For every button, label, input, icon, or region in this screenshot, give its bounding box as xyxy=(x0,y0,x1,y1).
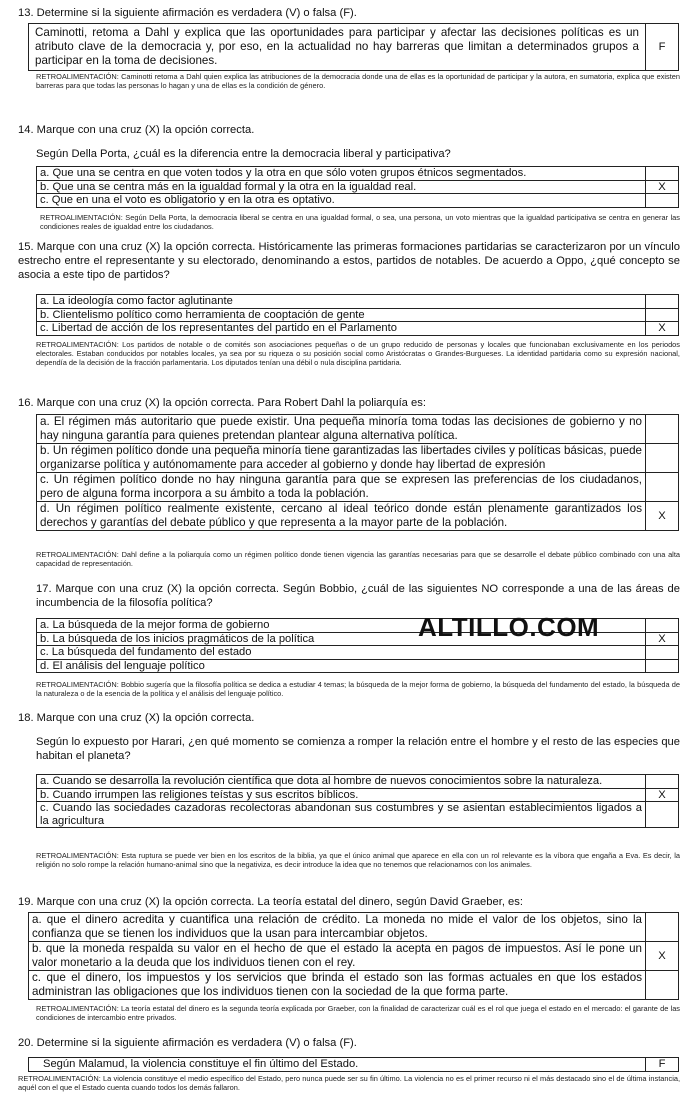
option-text: c. Un régimen político donde no hay ninguna garantía para que se expresen las preferencias de los ciudadanos, pero de alguna forma incorpora a su ámbito a toda la población. xyxy=(37,473,646,502)
answer-mark[interactable] xyxy=(646,971,679,1000)
option-row[interactable] xyxy=(29,942,679,971)
option-row[interactable] xyxy=(37,322,679,336)
option-row[interactable] xyxy=(37,194,679,208)
answer-mark[interactable]: X xyxy=(646,942,679,971)
option-row[interactable] xyxy=(37,308,679,322)
option-row[interactable] xyxy=(37,180,679,194)
answer-mark[interactable] xyxy=(646,913,679,942)
option-text: a. El régimen más autoritario que puede existir. Una pequeña minoría toma todas las decisiones de gobierno y no hay ninguna garantía para quienes pretendan plantear alguna alternativa política. xyxy=(37,415,646,444)
options-table xyxy=(28,1057,679,1072)
answer-mark[interactable] xyxy=(646,659,679,673)
feedback-text: RETROALIMENTACIÓN: Según Della Porta, la democracia liberal se centra en una igualdad formal, o sea, una persona, un voto mientras que la igualdad participativa se centra en generar las condiciones reales de igualdad entre los ciudadanos. xyxy=(40,213,680,231)
question-title: 13. Determine si la siguiente afirmación es verdadera (V) o falsa (F). xyxy=(18,7,357,19)
option-text: b. Cuando irrumpen las religiones teístas y sus escritos bíblicos. xyxy=(37,788,646,802)
option-text: a. que el dinero acredita y cuantifica una relación de crédito. La moneda no mide el valor de los objetos, sino la confianza que se tienen los individuos que la usan para intercambiar objetos. xyxy=(29,913,646,942)
answer-mark[interactable]: X xyxy=(646,632,679,646)
question-18 xyxy=(18,711,680,763)
answer-mark[interactable] xyxy=(646,473,679,502)
question-20 xyxy=(18,1036,680,1050)
option-row[interactable] xyxy=(37,775,679,789)
statement-text: Caminotti, retoma a Dahl y explica que las oportunidades para participar y afectar las decisiones políticas es un atributo clave de la democracia y, por eso, en la actualidad no hay barreras que limitan a determinados grupos a participar en la toma de decisiones. xyxy=(29,24,646,71)
option-text: d. El análisis del lenguaje político xyxy=(37,659,646,673)
feedback-text: RETROALIMENTACIÓN: Bobbio sugería que la filosofía política se dedica a estudiar 4 temas; la búsqueda de la mejor forma de gobierno, la búsqueda del fundamento del estado, la búsqueda de la naturaleza o de la esencia de la política y el análisis del lenguaje político. xyxy=(36,680,680,698)
option-text: b. Clientelismo político como herramienta de cooptación de gente xyxy=(37,308,646,322)
answer-mark[interactable] xyxy=(646,619,679,633)
option-row[interactable] xyxy=(37,415,679,444)
feedback-text: RETROALIMENTACIÓN: Esta ruptura se puede ver bien en los escritos de la biblia, ya que el único animal que aparece en ella con un rol relevante es la víbora que engaña a Eva. Es decir, la religión no solo rompe la relación humano-animal sino que la negativiza, es decir introduce la idea que no tenemos que relacionarnos con los animales. xyxy=(36,851,680,869)
option-text: a. Cuando se desarrolla la revolución científica que dota al hombre de nuevos conocimientos sobre la naturaleza. xyxy=(37,775,646,789)
answer-mark[interactable]: X xyxy=(646,180,679,194)
option-text: c. Cuando las sociedades cazadoras recolectoras abandonan sus costumbres y se asientan establecimientos ligados a la agricultura xyxy=(37,802,646,828)
option-text: c. La búsqueda del fundamento del estado xyxy=(37,646,646,660)
option-text: b. Que una se centra más en la igualdad formal y la otra en la igualdad real. xyxy=(37,180,646,194)
option-row[interactable] xyxy=(37,659,679,673)
option-text: c. que el dinero, los impuestos y los servicios que brinda el estado son las formas actuales en que los estados administran las obligaciones que los individuos tienen con la sociedad de la que forma parte. xyxy=(29,971,646,1000)
answer-mark[interactable]: F xyxy=(646,1058,679,1072)
question-title: 15. Marque con una cruz (X) la opción correcta. Históricamente las primeras formaciones partidarias se caracterizaron por un vínculo estrecho entre el representante y su electorado, denominando a estos, partidos de notables. De acuerdo a Oppo, ¿qué concepto se asocia a este tipo de partidos? xyxy=(18,241,680,281)
answer-mark[interactable] xyxy=(646,295,679,309)
statement-text: Según Malamud, la violencia constituye el fin último del Estado. xyxy=(29,1058,646,1072)
option-row[interactable] xyxy=(29,971,679,1000)
question-title: 18. Marque con una cruz (X) la opción correcta. xyxy=(18,712,255,724)
answer-mark[interactable] xyxy=(646,775,679,789)
answer-mark[interactable]: X xyxy=(646,322,679,336)
answer-mark[interactable] xyxy=(646,167,679,181)
question-title: 17. Marque con una cruz (X) la opción correcta. Según Bobbio, ¿cuál de las siguientes NO corresponde a una de las áreas de incumbencia de la filosofía política? xyxy=(36,583,680,609)
option-text: a. Que una se centra en que voten todos y la otra en que sólo voten grupos étnicos segmentados. xyxy=(37,167,646,181)
answer-mark[interactable]: F xyxy=(646,24,679,71)
options-table xyxy=(36,294,679,336)
option-text: b. Un régimen político donde una pequeña minoría tiene garantizadas las libertades civiles y políticas básicas, puede organizarse política y autónomamente para acceder al gobierno y donde hay libertad de expresión xyxy=(37,444,646,473)
answer-mark[interactable] xyxy=(646,646,679,660)
option-row[interactable] xyxy=(29,913,679,942)
question-title: 19. Marque con una cruz (X) la opción correcta. La teoría estatal del dinero, según David Graeber, es: xyxy=(18,896,523,908)
option-text: c. Libertad de acción de los representantes del partido en el Parlamento xyxy=(37,322,646,336)
question-14 xyxy=(18,123,680,161)
answer-mark[interactable] xyxy=(646,194,679,208)
option-text: b. que la moneda respalda su valor en el hecho de que el estado la acepta en pagos de impuestos. Así le pone un valor monetario a la deuda que los individuos tienen con el rey. xyxy=(29,942,646,971)
options-table xyxy=(28,912,679,1000)
option-text: d. Un régimen político realmente existente, cercano al ideal teórico donde están plenamente garantizados los derechos y garantías del debate público y que representa a la mayor parte de la población. xyxy=(37,502,646,531)
answer-mark[interactable]: X xyxy=(646,788,679,802)
answer-mark[interactable] xyxy=(646,415,679,444)
options-table xyxy=(36,166,679,208)
option-row[interactable] xyxy=(37,646,679,660)
question-19 xyxy=(18,895,680,909)
options-table xyxy=(36,414,679,531)
question-16 xyxy=(18,396,680,410)
answer-mark[interactable]: X xyxy=(646,502,679,531)
option-row[interactable] xyxy=(37,295,679,309)
question-15 xyxy=(18,240,680,282)
options-table xyxy=(28,23,679,71)
option-row[interactable] xyxy=(37,167,679,181)
question-17 xyxy=(18,582,680,610)
option-text: a. La ideología como factor aglutinante xyxy=(37,295,646,309)
option-row[interactable] xyxy=(37,473,679,502)
feedback-text: RETROALIMENTACIÓN: Los partidos de notable o de comités son asociaciones pequeñas o de un grupo reducido de personas y locales que funcionaban exclusivamente en los periodos electorales. Estaban conducidos por notables locales, ya sea por su riqueza o su posición social como Aristócratas o Grandes-Burgueses. La identidad partidaria como su expresión nacional, dependía de la decisión de la fracción parlamentaria. Los diputados tenían una débil o nula disciplina partidaria. xyxy=(36,340,680,367)
watermark-logo: ALTILLO.COM xyxy=(418,612,600,642)
question-title: 14. Marque con una cruz (X) la opción correcta. xyxy=(18,124,255,136)
option-text: a. La búsqueda de la mejor forma de gobierno xyxy=(37,619,646,633)
question-title: 20. Determine si la siguiente afirmación es verdadera (V) o falsa (F). xyxy=(18,1037,357,1049)
feedback-text: RETROALIMENTACIÓN: Dahl define a la poliarquía como un régimen político donde tienen vigencia las garantías necesarias para que se desarrolle el debate público combinado con una alta capacidad de representación. xyxy=(36,550,680,568)
options-table xyxy=(36,774,679,828)
feedback-text: RETROALIMENTACIÓN: La teoría estatal del dinero es la segunda teoría explicada por Graeber, con la finalidad de caracterizar cuál es el rol que juega el estado en el mercado: el garante de las condiciones de intercambio entre privados. xyxy=(36,1004,680,1022)
option-text: c. Que en una el voto es obligatorio y en la otra es optativo. xyxy=(37,194,646,208)
option-row[interactable] xyxy=(29,1058,679,1072)
answer-mark[interactable] xyxy=(646,802,679,828)
question-subtitle: Según Della Porta, ¿cuál es la diferencia entre la democracia liberal y participativa? xyxy=(36,148,451,160)
option-row[interactable] xyxy=(37,802,679,828)
feedback-text: RETROALIMENTACIÓN: Caminotti retoma a Dahl quien explica las atribuciones de la democracia donde una de ellas es la oportunidad de participar y la autora, en sumatoria, explica que existen barreras para que todas las personas lo hagan y una de ellas es la condición de género. xyxy=(36,72,680,90)
option-row[interactable] xyxy=(37,788,679,802)
option-text: b. La búsqueda de los inicios pragmáticos de la política xyxy=(37,632,646,646)
feedback-text: RETROALIMENTACIÓN: La violencia constituye el medio específico del Estado, pero nunca puede ser su fin último. La violencia no es el primer recurso ni el más destacado sino el de última instancia, aquél con el que el Estado cuenta cuando todos los demás fallaron. xyxy=(18,1074,680,1092)
question-title: 16. Marque con una cruz (X) la opción correcta. Para Robert Dahl la poliarquía es: xyxy=(18,397,426,409)
question-13 xyxy=(18,6,680,20)
option-row[interactable] xyxy=(29,24,679,71)
option-row[interactable] xyxy=(37,444,679,473)
question-subtitle: Según lo expuesto por Harari, ¿en qué momento se comienza a romper la relación entre el hombre y el resto de las especies que habitan el planeta? xyxy=(36,736,680,762)
answer-mark[interactable] xyxy=(646,308,679,322)
option-row[interactable] xyxy=(37,502,679,531)
answer-mark[interactable] xyxy=(646,444,679,473)
